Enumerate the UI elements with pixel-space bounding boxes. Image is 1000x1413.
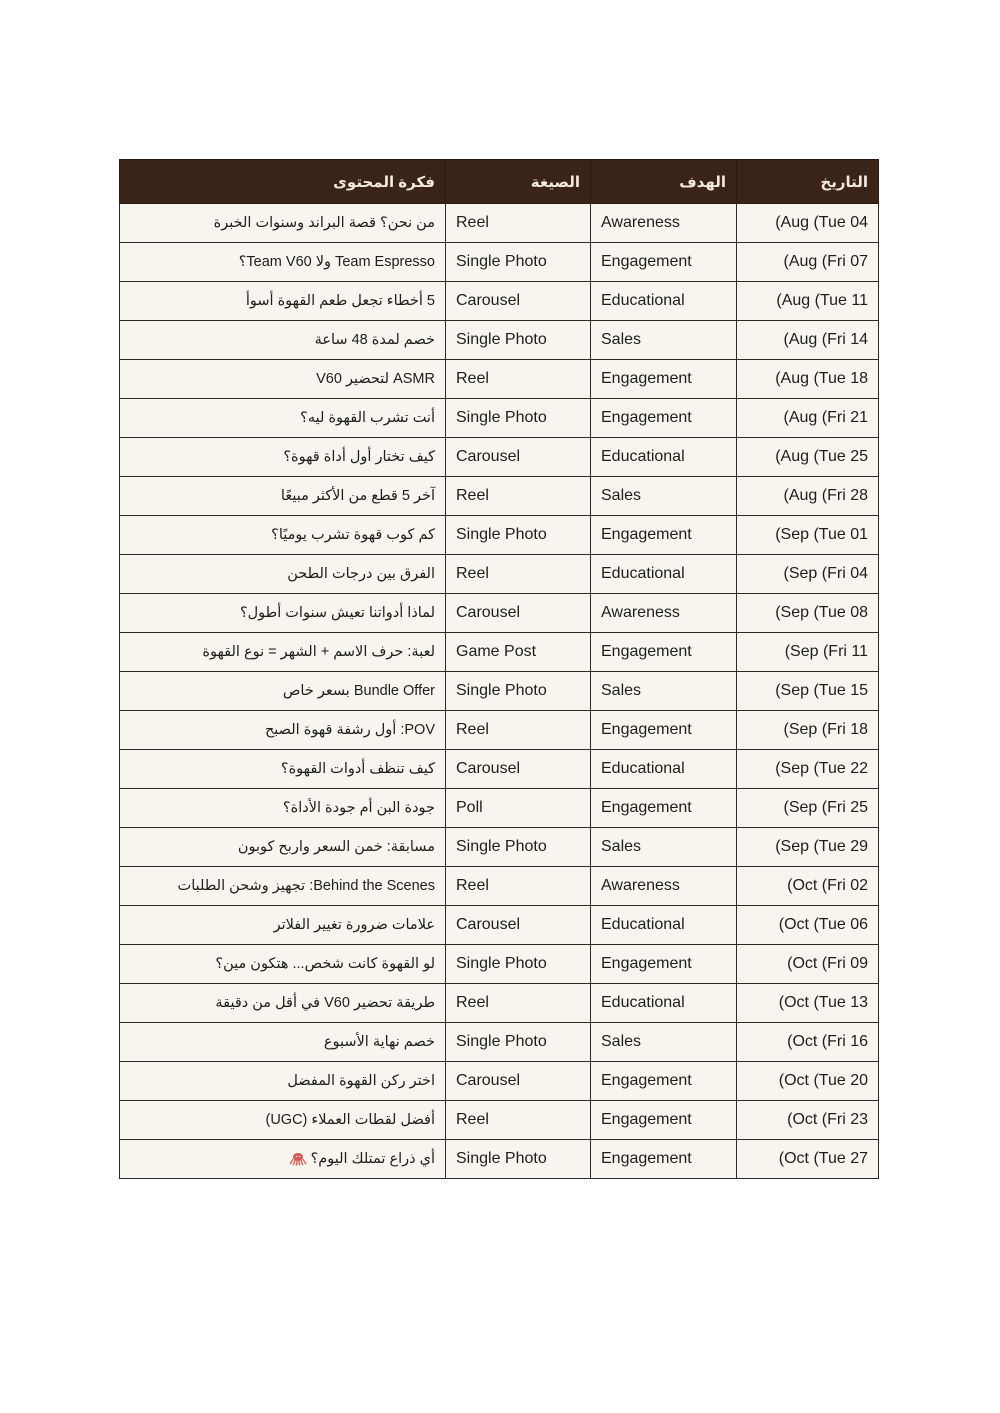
table-row bbox=[120, 906, 879, 945]
cell-date bbox=[737, 1101, 879, 1140]
idea-text: خصم لمدة 48 ساعة bbox=[314, 332, 435, 348]
cell-idea bbox=[120, 477, 446, 516]
date-text: (Sep (Tue 08 bbox=[775, 604, 868, 621]
cell-date bbox=[737, 516, 879, 555]
cell-idea bbox=[120, 204, 446, 243]
idea-text: اختر ركن القهوة المفضل bbox=[287, 1073, 435, 1089]
cell-goal: Educational bbox=[591, 438, 737, 477]
cell-date bbox=[737, 1062, 879, 1101]
idea-text: أنت تشرب القهوة ليه؟ bbox=[300, 410, 435, 426]
table-row bbox=[120, 477, 879, 516]
cell-date bbox=[737, 984, 879, 1023]
cell-format: Single Photo bbox=[446, 1140, 591, 1179]
header-date: التاريخ bbox=[737, 160, 879, 204]
cell-idea bbox=[120, 828, 446, 867]
cell-idea bbox=[120, 1140, 446, 1179]
cell-format: Reel bbox=[446, 984, 591, 1023]
cell-format: Poll bbox=[446, 789, 591, 828]
cell-idea bbox=[120, 1101, 446, 1140]
header-row bbox=[120, 160, 879, 204]
cell-goal: Engagement bbox=[591, 516, 737, 555]
idea-text: كيف تنظف أدوات القهوة؟ bbox=[280, 761, 435, 777]
date-text: (Sep (Tue 15 bbox=[775, 682, 868, 699]
date-text: (Oct (Tue 06 bbox=[778, 916, 868, 933]
idea-text: أي ذراع تمتلك اليوم؟ bbox=[310, 1151, 435, 1167]
table-row bbox=[120, 1062, 879, 1101]
idea-text: Bundle Offer بسعر خاص bbox=[282, 683, 435, 699]
cell-date bbox=[737, 1140, 879, 1179]
cell-format: Reel bbox=[446, 867, 591, 906]
table-row bbox=[120, 321, 879, 360]
date-text: (Sep (Fri 11 bbox=[784, 643, 868, 660]
table-row bbox=[120, 204, 879, 243]
cell-date bbox=[737, 360, 879, 399]
cell-goal: Sales bbox=[591, 477, 737, 516]
cell-idea bbox=[120, 399, 446, 438]
date-text: (Sep (Tue 29 bbox=[775, 838, 868, 855]
table-body bbox=[120, 204, 879, 1179]
cell-goal: Engagement bbox=[591, 243, 737, 282]
table-row bbox=[120, 360, 879, 399]
cell-date bbox=[737, 711, 879, 750]
idea-text: مسابقة: خمن السعر واربح كوبون bbox=[237, 839, 435, 855]
table-row bbox=[120, 828, 879, 867]
idea-text: علامات ضرورة تغيير الفلاتر bbox=[273, 917, 435, 933]
cell-format: Reel bbox=[446, 555, 591, 594]
cell-idea bbox=[120, 672, 446, 711]
cell-idea bbox=[120, 945, 446, 984]
idea-text: طريقة تحضير V60 في أقل من دقيقة bbox=[215, 995, 435, 1011]
date-text: (Oct (Fri 23 bbox=[787, 1111, 868, 1128]
cell-goal: Sales bbox=[591, 321, 737, 360]
table-row bbox=[120, 516, 879, 555]
date-text: (Sep (Tue 22 bbox=[775, 760, 868, 777]
cell-format: Single Photo bbox=[446, 828, 591, 867]
cell-date bbox=[737, 789, 879, 828]
date-text: (Oct (Fri 02 bbox=[787, 877, 868, 894]
idea-text: خصم نهاية الأسبوع bbox=[323, 1034, 435, 1050]
cell-date bbox=[737, 828, 879, 867]
cell-idea bbox=[120, 555, 446, 594]
idea-text: الفرق بين درجات الطحن bbox=[287, 566, 435, 582]
cell-idea bbox=[120, 711, 446, 750]
cell-date bbox=[737, 906, 879, 945]
cell-goal: Sales bbox=[591, 1023, 737, 1062]
cell-date bbox=[737, 945, 879, 984]
table-row bbox=[120, 672, 879, 711]
cell-date bbox=[737, 633, 879, 672]
cell-goal: Engagement bbox=[591, 360, 737, 399]
idea-text: جودة البن أم جودة الأداة؟ bbox=[282, 800, 435, 816]
table-row bbox=[120, 867, 879, 906]
cell-goal: Engagement bbox=[591, 1101, 737, 1140]
cell-idea bbox=[120, 438, 446, 477]
cell-date bbox=[737, 750, 879, 789]
cell-date bbox=[737, 399, 879, 438]
cell-goal: Educational bbox=[591, 984, 737, 1023]
cell-format: Single Photo bbox=[446, 945, 591, 984]
cell-date bbox=[737, 282, 879, 321]
cell-format: Single Photo bbox=[446, 321, 591, 360]
date-text: (Oct (Fri 09 bbox=[787, 955, 868, 972]
table-row bbox=[120, 945, 879, 984]
cell-goal: Engagement bbox=[591, 789, 737, 828]
cell-idea bbox=[120, 360, 446, 399]
idea-text: لعبة: حرف الاسم + الشهر = نوع القهوة bbox=[202, 644, 435, 660]
cell-goal: Educational bbox=[591, 555, 737, 594]
date-text: (Oct (Tue 27 bbox=[778, 1150, 868, 1167]
cell-idea bbox=[120, 1062, 446, 1101]
cell-goal: Awareness bbox=[591, 204, 737, 243]
cell-goal: Engagement bbox=[591, 633, 737, 672]
idea-text: لماذا أدواتنا تعيش سنوات أطول؟ bbox=[239, 605, 435, 621]
idea-text: آخر 5 قطع من الأكثر مبيعًا bbox=[280, 488, 435, 504]
cell-idea bbox=[120, 984, 446, 1023]
cell-format: Reel bbox=[446, 477, 591, 516]
table-row bbox=[120, 750, 879, 789]
date-text: (Sep (Fri 18 bbox=[783, 721, 868, 738]
cell-date bbox=[737, 243, 879, 282]
date-text: (Aug (Tue 18 bbox=[775, 370, 868, 387]
header-idea: فكرة المحتوى bbox=[120, 160, 446, 204]
date-text: (Sep (Fri 04 bbox=[783, 565, 868, 582]
cell-goal: Educational bbox=[591, 750, 737, 789]
table-row bbox=[120, 711, 879, 750]
table-row bbox=[120, 555, 879, 594]
cell-idea bbox=[120, 516, 446, 555]
cell-format: Single Photo bbox=[446, 1023, 591, 1062]
header-format: الصيغة bbox=[446, 160, 591, 204]
cell-format: Single Photo bbox=[446, 516, 591, 555]
idea-text: من نحن؟ قصة البراند وسنوات الخبرة bbox=[213, 215, 435, 231]
cell-date bbox=[737, 321, 879, 360]
cell-goal: Educational bbox=[591, 906, 737, 945]
cell-date bbox=[737, 672, 879, 711]
table-row bbox=[120, 282, 879, 321]
cell-idea bbox=[120, 594, 446, 633]
table-row bbox=[120, 438, 879, 477]
date-text: (Oct (Fri 16 bbox=[787, 1033, 868, 1050]
cell-date bbox=[737, 477, 879, 516]
cell-date bbox=[737, 1023, 879, 1062]
date-text: (Aug (Fri 21 bbox=[783, 409, 868, 426]
cell-goal: Engagement bbox=[591, 399, 737, 438]
cell-goal: Engagement bbox=[591, 1140, 737, 1179]
table-row bbox=[120, 633, 879, 672]
table-row bbox=[120, 789, 879, 828]
cell-idea bbox=[120, 867, 446, 906]
cell-idea bbox=[120, 750, 446, 789]
date-text: (Aug (Fri 07 bbox=[783, 253, 868, 270]
cell-idea bbox=[120, 1023, 446, 1062]
cell-goal: Sales bbox=[591, 828, 737, 867]
cell-format: Reel bbox=[446, 360, 591, 399]
cell-date bbox=[737, 204, 879, 243]
cell-format: Reel bbox=[446, 711, 591, 750]
content-calendar-table bbox=[119, 159, 879, 1179]
table-row bbox=[120, 1140, 879, 1179]
table-row bbox=[120, 984, 879, 1023]
cell-goal: Awareness bbox=[591, 867, 737, 906]
date-text: (Sep (Tue 01 bbox=[775, 526, 868, 543]
cell-format: Single Photo bbox=[446, 243, 591, 282]
table-row bbox=[120, 1023, 879, 1062]
date-text: (Sep (Fri 25 bbox=[783, 799, 868, 816]
cell-idea bbox=[120, 243, 446, 282]
cell-idea bbox=[120, 282, 446, 321]
cell-idea bbox=[120, 321, 446, 360]
cell-format: Reel bbox=[446, 1101, 591, 1140]
idea-text: لو القهوة كانت شخص... هتكون مين؟ bbox=[215, 956, 435, 972]
date-text: (Aug (Tue 04 bbox=[775, 214, 868, 231]
content-calendar bbox=[119, 159, 878, 1179]
cell-format: Carousel bbox=[446, 438, 591, 477]
idea-text: كم كوب قهوة تشرب يوميًا؟ bbox=[271, 527, 435, 543]
idea-text: POV: أول رشفة قهوة الصبح bbox=[264, 722, 435, 738]
cell-goal: Engagement bbox=[591, 711, 737, 750]
cell-goal: Engagement bbox=[591, 945, 737, 984]
cell-goal: Educational bbox=[591, 282, 737, 321]
table-row bbox=[120, 594, 879, 633]
cell-format: Single Photo bbox=[446, 399, 591, 438]
date-text: (Aug (Fri 14 bbox=[783, 331, 868, 348]
cell-goal: Sales bbox=[591, 672, 737, 711]
header-goal: الهدف bbox=[591, 160, 737, 204]
idea-text: Behind the Scenes: تجهيز وشحن الطلبات bbox=[177, 878, 435, 894]
table-row bbox=[120, 243, 879, 282]
cell-format: Single Photo bbox=[446, 672, 591, 711]
date-text: (Aug (Tue 25 bbox=[775, 448, 868, 465]
cell-format: Game Post bbox=[446, 633, 591, 672]
table-row bbox=[120, 1101, 879, 1140]
cell-idea bbox=[120, 633, 446, 672]
idea-text: Team Espresso ولا Team V60؟ bbox=[238, 254, 435, 270]
cell-format: Carousel bbox=[446, 750, 591, 789]
cell-goal: Awareness bbox=[591, 594, 737, 633]
date-text: (Aug (Tue 11 bbox=[776, 292, 868, 309]
table-row bbox=[120, 399, 879, 438]
octopus-icon bbox=[289, 1152, 307, 1166]
idea-text: كيف تختار أول أداة قهوة؟ bbox=[283, 449, 435, 465]
table-header bbox=[120, 160, 879, 204]
cell-idea bbox=[120, 789, 446, 828]
cell-format: Carousel bbox=[446, 1062, 591, 1101]
cell-date bbox=[737, 555, 879, 594]
cell-format: Carousel bbox=[446, 906, 591, 945]
cell-goal: Engagement bbox=[591, 1062, 737, 1101]
date-text: (Aug (Fri 28 bbox=[783, 487, 868, 504]
cell-idea bbox=[120, 906, 446, 945]
idea-text: ASMR لتحضير V60 bbox=[316, 371, 435, 387]
cell-date bbox=[737, 594, 879, 633]
cell-date bbox=[737, 867, 879, 906]
idea-text: أفضل لقطات العملاء (UGC) bbox=[265, 1112, 435, 1128]
cell-format: Carousel bbox=[446, 594, 591, 633]
cell-date bbox=[737, 438, 879, 477]
date-text: (Oct (Tue 20 bbox=[778, 1072, 868, 1089]
cell-format: Carousel bbox=[446, 282, 591, 321]
cell-format: Reel bbox=[446, 204, 591, 243]
idea-text: 5 أخطاء تجعل طعم القهوة أسوأ bbox=[245, 293, 435, 309]
date-text: (Oct (Tue 13 bbox=[778, 994, 868, 1011]
